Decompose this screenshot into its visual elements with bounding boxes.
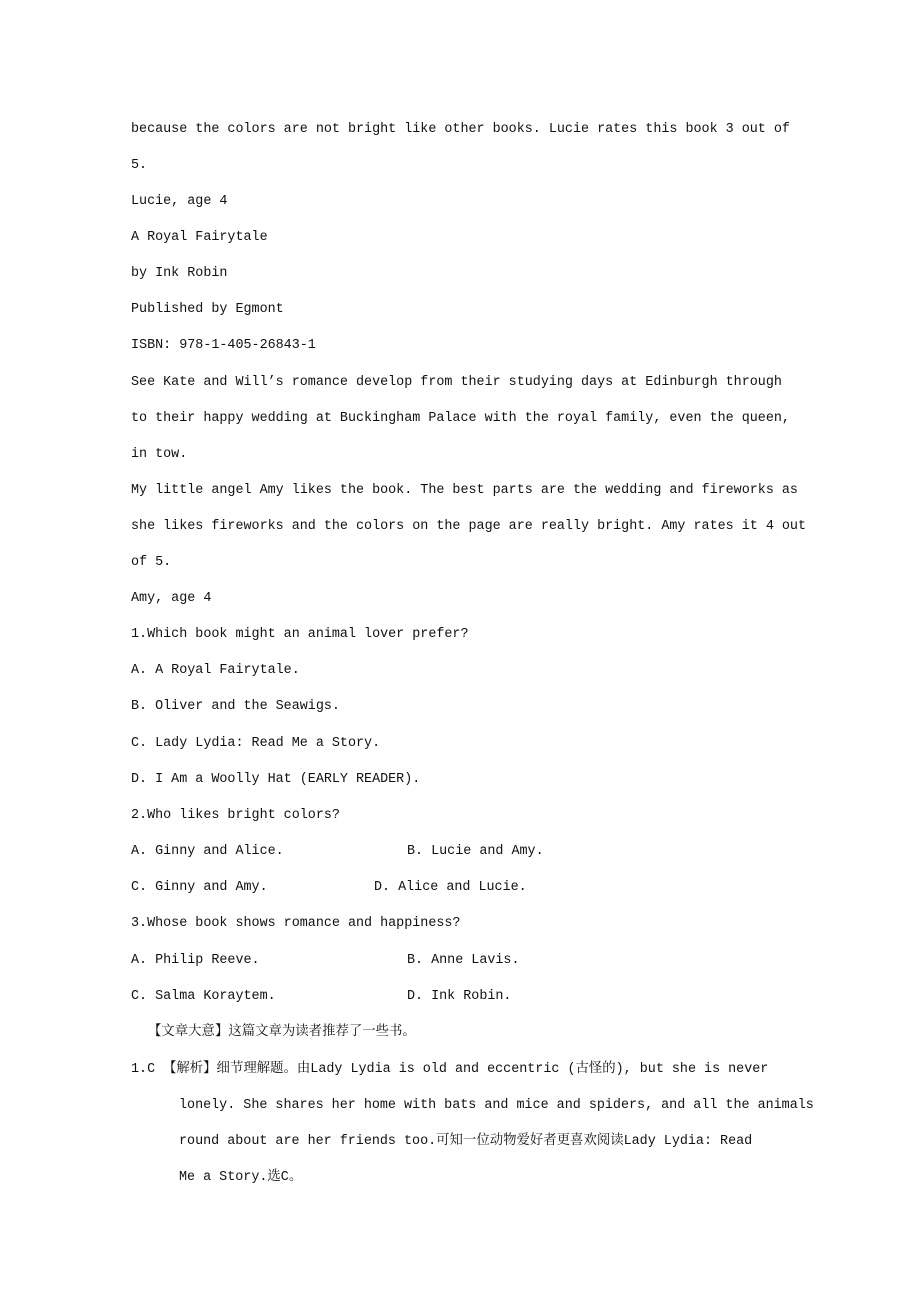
passage-line: My little angel Amy likes the book. The best parts are the wedding and fireworks as xyxy=(131,483,798,498)
passage-line: she likes fireworks and the colors on the page are really bright. Amy rates it 4 out xyxy=(131,519,806,534)
question-1-option-c: C. Lady Lydia: Read Me a Story. xyxy=(131,736,381,751)
book-publisher: Published by Egmont xyxy=(131,302,284,317)
question-3-option-a: A. Philip Reeve. xyxy=(131,953,260,968)
answer-1-explanation: 【解析】细节理解题。由Lady Lydia is old and eccentric (古怪的), but she is never xyxy=(163,1062,769,1077)
question-2-option-d: D. Alice and Lucie. xyxy=(374,880,527,895)
passage-line: 5. xyxy=(131,158,148,173)
reviewer-signature: Lucie, age 4 xyxy=(131,194,228,209)
question-3-option-d: D. Ink Robin. xyxy=(407,989,512,1004)
question-2-stem: 2.Who likes bright colors? xyxy=(131,808,340,823)
question-3-stem: 3.Whose book shows romance and happiness? xyxy=(131,916,461,931)
question-1-option-b: B. Oliver and the Seawigs. xyxy=(131,699,340,714)
passage-line: See Kate and Will’s romance develop from their studying days at Edinburgh through xyxy=(131,375,782,390)
answer-1-key: 1.C xyxy=(131,1062,156,1077)
book-title: A Royal Fairytale xyxy=(131,230,268,245)
answer-1-explanation: lonely. She shares her home with bats and mice and spiders, and all the animals xyxy=(179,1098,814,1113)
question-1-stem: 1.Which book might an animal lover prefer? xyxy=(131,627,469,642)
question-2-option-b: B. Lucie and Amy. xyxy=(407,844,544,859)
book-author: by Ink Robin xyxy=(131,266,228,281)
reviewer-signature: Amy, age 4 xyxy=(131,591,212,606)
answer-1-explanation: round about are her friends too.可知一位动物爱好者更喜欢阅读Lady Lydia: Read xyxy=(179,1134,753,1149)
book-isbn: ISBN: 978-1-405-26843-1 xyxy=(131,338,316,353)
passage-line: to their happy wedding at Buckingham Palace with the royal family, even the queen, xyxy=(131,411,790,426)
answer-1-explanation: Me a Story.选C。 xyxy=(179,1170,303,1185)
question-2-option-a: A. Ginny and Alice. xyxy=(131,844,284,859)
question-1-option-a: A. A Royal Fairytale. xyxy=(131,663,300,678)
question-1-option-d: D. I Am a Woolly Hat (EARLY READER). xyxy=(131,772,421,787)
question-3-option-c: C. Salma Koraytem. xyxy=(131,989,276,1004)
question-2-option-c: C. Ginny and Amy. xyxy=(131,880,268,895)
passage-line: of 5. xyxy=(131,555,172,570)
passage-line: because the colors are not bright like other books. Lucie rates this book 3 out of xyxy=(131,122,790,137)
article-summary: 【文章大意】这篇文章为读者推荐了一些书。 xyxy=(148,1025,416,1040)
question-3-option-b: B. Anne Lavis. xyxy=(407,953,520,968)
passage-line: in tow. xyxy=(131,447,188,462)
